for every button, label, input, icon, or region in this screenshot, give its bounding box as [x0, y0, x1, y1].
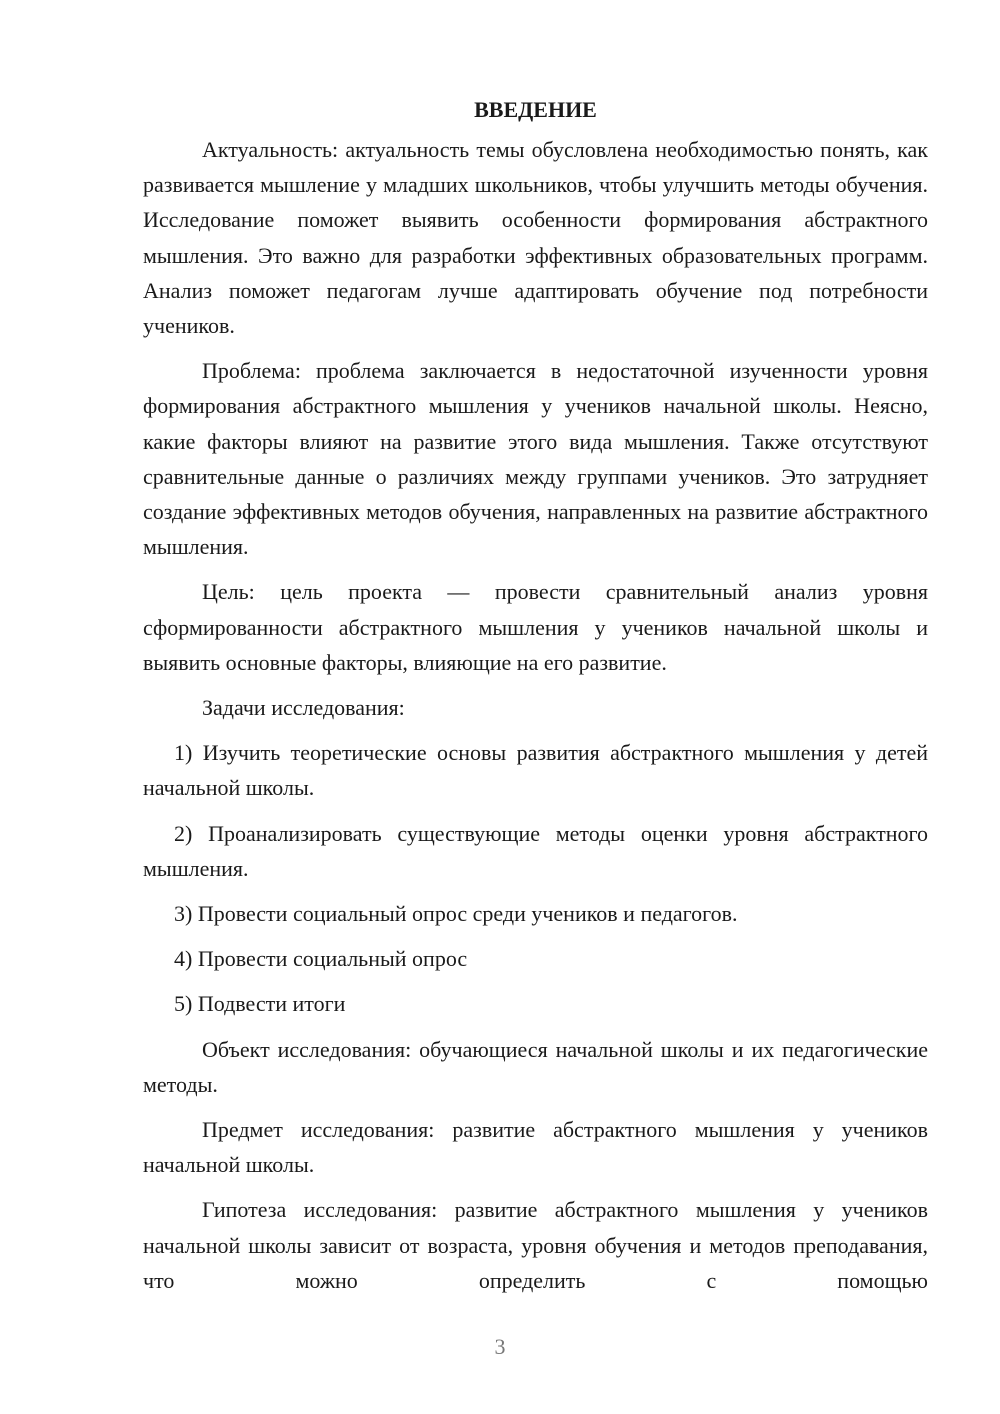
hypothesis-paragraph: Гипотеза исследования: развитие абстрактного мышления у учеников начальной школы зависит от возраста, уровня обучения и методов преподавания, что можно определить с помощью: [143, 1197, 928, 1293]
page-title: ВВЕДЕНИЕ: [474, 97, 597, 122]
task-item-1: 1) Изучить теоретические основы развития абстрактного мышления у детей начальной школы.: [143, 740, 928, 801]
task-item-4: 4) Провести социальный опрос: [174, 946, 468, 972]
problem-paragraph: Проблема: проблема заключается в недостаточной изученности уровня формирования абстрактного мышления у учеников начальной школы. Неясно, какие факторы влияют на развитие этого вида мышления. Также отсутствуют сравнительные данные о различиях между группами учеников. Это затрудняет создание эффективных методов обучения, направленных на развитие абстрактного мышления.: [143, 358, 928, 560]
goal-paragraph: Цель: цель проекта — провести сравнительный анализ уровня сформированности абстрактного мышления у учеников начальной школы и выявить основные факторы, влияющие на его развитие.: [143, 579, 928, 675]
relevance-paragraph: Актуальность: актуальность темы обусловлена необходимостью понять, как развивается мышление у младших школьников, чтобы улучшить методы обучения. Исследование поможет выявить особенности формирования абстрактного мышления. Это важно для разработки эффективных образовательных программ. Анализ поможет педагогам лучше адаптировать обучение под потребности учеников.: [143, 137, 928, 339]
document-page: [143, 92, 928, 1298]
object-paragraph: Объект исследования: обучающиеся начальной школы и их педагогические методы.: [143, 1036, 928, 1097]
task-item-5: 5) Подвести итоги: [174, 991, 346, 1017]
task-item-3: 3) Провести социальный опрос среди учеников и педагогов.: [174, 901, 738, 927]
tasks-heading: Задачи исследования:: [202, 695, 405, 721]
page-number: 3: [494, 1334, 506, 1359]
subject-paragraph: Предмет исследования: развитие абстрактного мышления у учеников начальной школы.: [143, 1117, 928, 1178]
task-item-2: 2) Проанализировать существующие методы оценки уровня абстрактного мышления.: [143, 820, 928, 881]
